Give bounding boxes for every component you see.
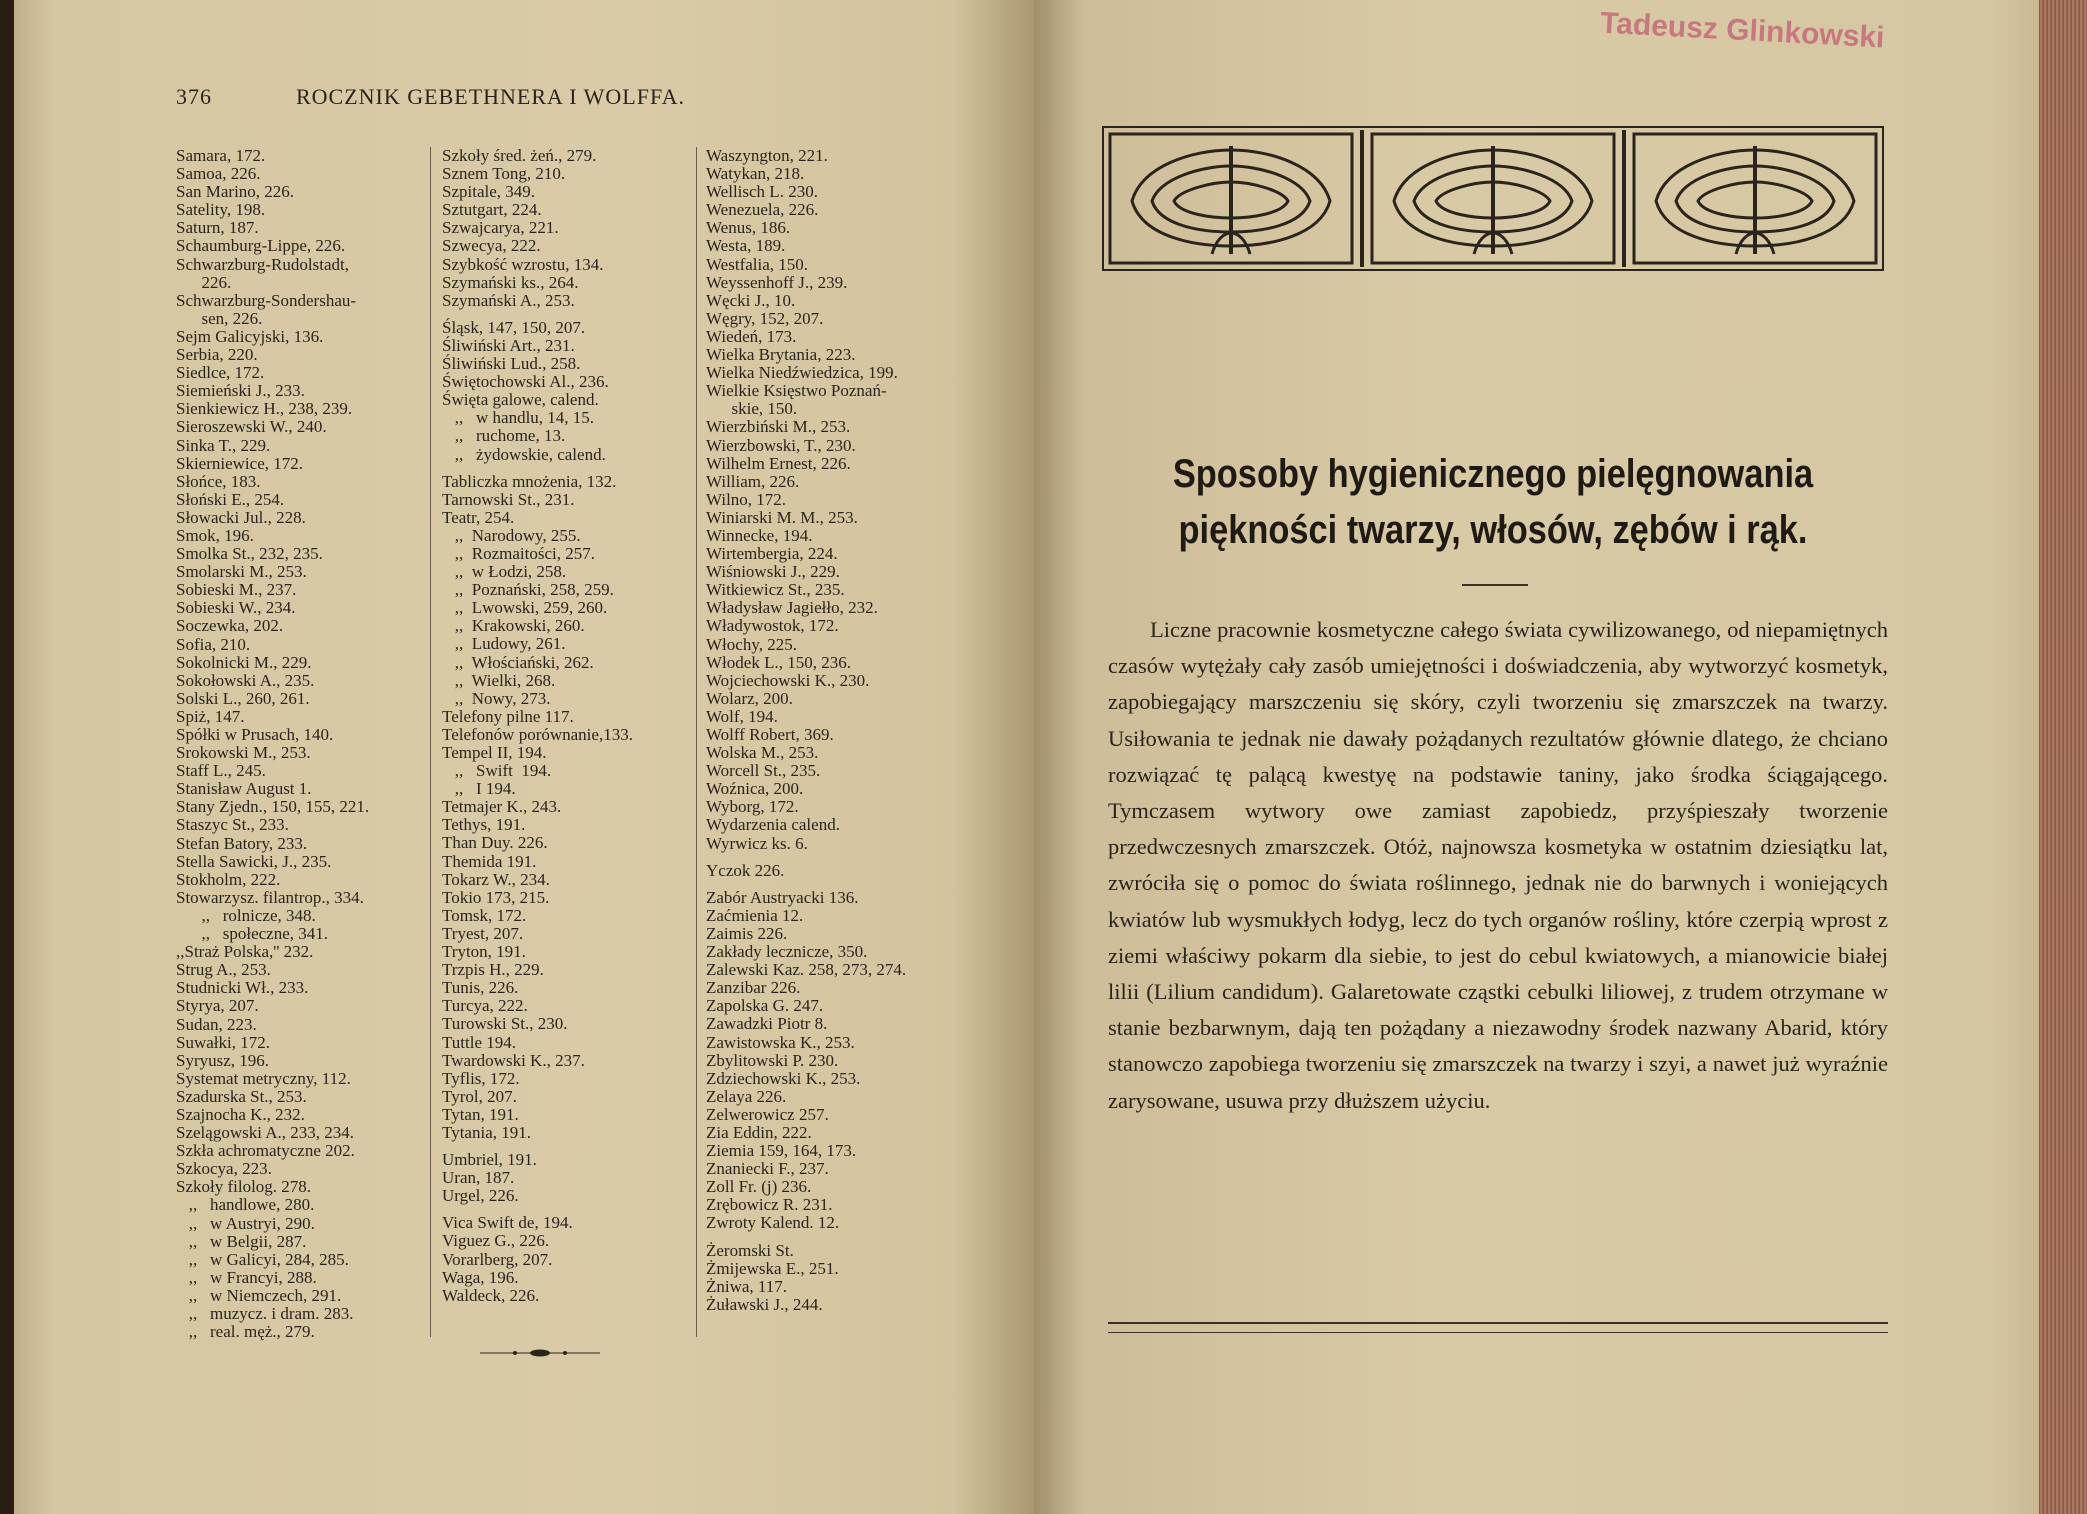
index-entry: Schwarzburg-Rudolstadt, [176,254,349,274]
index-entry: Waszyngton, 221. [706,146,828,165]
index-entry: Stanisław August 1. [176,779,312,799]
index-entry: ,, w Galicyi, 284, 285. [176,1249,349,1269]
index-entry: Zabór Austryacki 136. [706,887,859,907]
index-entry: Sobieski M., 237. [176,580,297,600]
book-binding-edge [0,0,14,1514]
index-entry: Wojciechowski K., 230. [706,670,870,690]
index-entry: Spiż, 147. [176,706,245,726]
index-entry: Siemieński J., 233. [176,381,305,401]
index-entry: Wyborg, 172. [706,797,799,817]
index-entry: ,, w Belgii, 287. [176,1231,307,1251]
index-entry: ,, Krakowski, 260. [442,616,585,636]
index-entry: ,, społeczne, 341. [176,924,329,944]
article-title [1157,446,1830,558]
index-entry: Urgel, 226. [442,1186,519,1206]
index-entry: Włochy, 225. [706,634,797,654]
index-entry: Wielka Brytania, 223. [706,345,856,365]
index-entry: Staszyc St., 233. [176,815,289,835]
index-entry: Samara, 172. [176,146,266,165]
index-entry: Szymański ks., 264. [442,272,579,292]
index-entry: Żniwa, 117. [706,1276,788,1296]
index-entry: Teatr, 254. [442,507,515,527]
index-entry: Tarnowski St., 231. [442,489,575,509]
index-entry: Zaćmienia 12. [706,905,804,925]
index-entry: Vorarlberg, 207. [442,1249,553,1269]
index-entry: ,, handlowe, 280. [176,1195,315,1215]
index-entry: Sokolnicki M., 229. [176,652,312,672]
index-entry: Systemat metryczny, 112. [176,1068,351,1088]
index-entry: Smolka St., 232, 235. [176,544,323,564]
index-entry: Weyssenhoff J., 239. [706,272,848,292]
index-entry: Tetmajer K., 243. [442,797,562,817]
index-entry: Sofia, 210. [176,634,251,654]
index-entry: Satelity, 198. [176,200,266,220]
index-entry: Wierzbowski, T., 230. [706,435,856,455]
index-entry: ,, Swift 194. [442,761,552,781]
index-entry: Sieroszewski W., 240. [176,417,327,437]
index-entry: Strug A., 253. [176,960,271,980]
index-entry: Zelwerowicz 257. [706,1104,829,1124]
index-entry: Skierniewice, 172. [176,453,303,473]
index-entry: Tethys, 191. [442,815,526,835]
index-entry: Zanzibar 226. [706,978,801,998]
index-entry: Watykan, 218. [706,164,805,184]
index-entry: Syryusz, 196. [176,1050,270,1070]
running-head [176,84,876,110]
index-entry: Tuttle 194. [442,1032,517,1052]
index-entry: Tokarz W., 234. [442,869,550,889]
index-entry: Telefony pilne 117. [442,706,574,726]
index-entry: Stefan Batory, 233. [176,833,308,853]
title-line-2: piękności twarzy, włosów, zębów i rąk. [1178,508,1808,552]
index-entry: Wilno, 172. [706,489,787,509]
index-entry: Stella Sawicki, J., 235. [176,851,332,871]
page-block-edge [2039,0,2087,1514]
index-entry: Szkoły śred. żeń., 279. [442,146,597,165]
index-entry: Twardowski K., 237. [442,1050,585,1070]
index-entry: Śląsk, 147, 150, 207. [442,317,586,337]
index-entry: Wydarzenia calend. [706,815,840,835]
owner-stamp: Tadeusz Glinkowski [1599,6,1886,55]
index-entry: Zawistowska K., 253. [706,1032,855,1052]
index-entry: 226. [176,272,232,292]
index-entry: San Marino, 226. [176,182,295,202]
index-entry: Wierzbiński M., 253. [706,417,851,437]
bottom-rule [1108,1332,1888,1333]
index-entry: Szwajcarya, 221. [442,218,559,238]
index-entry: Spółki w Prusach, 140. [176,725,334,744]
index-entry: Szkła achromatyczne 202. [176,1141,355,1161]
index-entry: Tabliczka mnożenia, 132. [442,471,617,491]
index-entry: Znaniecki F., 237. [706,1159,829,1179]
index-entry: Serbia, 220. [176,345,258,365]
index-entry: Szajnocha K., 232. [176,1104,305,1124]
index-entry: Wyrwicz ks. 6. [706,833,808,853]
index-entry: Szybkość wzrostu, 134. [442,254,604,274]
index-entry: Szymański A., 253. [442,290,575,310]
index-entry: Zalewski Kaz. 258, 273, 274. [706,960,907,980]
index-entry: Słońce, 183. [176,471,261,491]
index-entry: ,, rolnicze, 348. [176,905,316,925]
index-entry: ,, Poznański, 258, 259. [442,580,614,600]
index-entry: Stowarzysz. filantrop., 334. [176,887,364,907]
index-entry: Smok, 196. [176,525,254,545]
index-entry: Świętochowski Al., 236. [442,372,609,392]
index-entry: ,, w handlu, 14, 15. [442,408,595,428]
index-entry: Tytan, 191. [442,1104,519,1124]
index-entry: Ziemia 159, 164, 173. [706,1141,857,1161]
index-entry: Stany Zjedn., 150, 155, 221. [176,797,370,817]
index-entry: Wenezuela, 226. [706,200,819,220]
index-entry: Tunis, 226. [442,978,519,998]
index-entry: ,, I 194. [442,779,516,799]
index-entry: Winnecke, 194. [706,525,813,545]
index-entry: ,, Wielki, 268. [442,670,556,690]
index-entry: Szelągowski A., 233, 234. [176,1123,355,1143]
index-entry: Święta galowe, calend. [442,390,599,410]
index-entry: Suwałki, 172. [176,1032,270,1052]
index-entry: ,, w Austryi, 290. [176,1213,315,1233]
index-entry: Sejm Galicyjski, 136. [176,326,324,346]
index-entry: Zaimis 226. [706,923,788,943]
index-entry: Sobieski W., 234. [176,598,296,618]
index-entry: Żuławski J., 244. [706,1294,823,1314]
index-entry: Wiśniowski J., 229. [706,562,840,582]
index-entry: Sudan, 223. [176,1014,257,1034]
index-entry: sen, 226. [176,308,263,328]
index-entry: Śliwiński Lud., 258. [442,354,581,374]
index-entry: Telefonów porównanie,133. [442,724,633,744]
index-entry: Wiedeń, 173. [706,326,797,346]
index-entry: Siedlce, 172. [176,363,265,383]
index-entry: Westa, 189. [706,236,786,256]
index-entry: Tempel II, 194. [442,743,547,762]
column-divider [696,147,697,1337]
index-entry: Turowski St., 230. [442,1014,568,1034]
index-entry: Wellisch L. 230. [706,182,818,202]
index-entry: Słoński E., 254. [176,489,285,509]
index-entry: ,, Nowy, 273. [442,688,551,708]
index-entry: Wielka Niedźwiedzica, 199. [706,363,898,383]
index-entry: Uran, 187. [442,1168,515,1188]
index-entry: Zelaya 226. [706,1086,787,1106]
index-entry: Solski L., 260, 261. [176,688,310,708]
index-entry: ,, muzycz. i dram. 283. [176,1304,354,1323]
index-entry: Waga, 196. [442,1267,519,1287]
index-entry: Tryest, 207. [442,923,524,943]
index-entry: Wielkie Księstwo Poznań- [706,381,887,401]
index-entry: Saturn, 187. [176,218,259,238]
index-entry: Sienkiewicz H., 238, 239. [176,399,353,419]
index-entry: ,,Straż Polska,'' 232. [176,942,314,962]
index-entry: ,, Lwowski, 259, 260. [442,598,608,618]
index-entry: Waldeck, 226. [442,1285,540,1305]
index-entry: Witkiewicz St., 235. [706,580,845,600]
index-entry: Zoll Fr. (j) 236. [706,1177,812,1197]
index-column-3 [706,147,996,1314]
index-entry: Studnicki Wł., 233. [176,978,309,998]
index-entry: ,, ruchome, 13. [442,426,566,446]
article-body: Liczne pracownie kosmetyczne całego świata cywilizowanego, od niepamiętnych czasów wytężały cały zasób umiejętności i doświadczenia, aby wytworzyć kosmetyk, zapobiegający marszczeniu się skóry, czyli tworzeniu się zmarszczek na twarzy. Usiłowania te jednak nie dawały pożądanych rezultatów głównie dlatego, że chciano rozwiązać tę palącą kwestyę na podstawie taniny, jako środka ściągającego. Tymczasem wytwory owe zamiast zapobiedz, przyśpieszały tworzenie przedwczesnych zmarszczek. Otóż, najnowsza kosmetyka w ostatnim dziesiątku lat, zwróciła się o pomoc do świata roślinnego, jednak nie do barwnych i woniejących kwiatów lub wysmukłych łodyg, lecz do tych organów rośliny, które czerpią wprost z ziemi właściwy pokarm dla siebie, to jest do cebul kwiatowych, a mianowicie białej lilii (Lilium candidum). Galaretowate cząstki cebulki liliowej, z trudem otrzymane w stanie bezbarwnym, dają ten pożądany a niezawodny środek nazwany Abarid, który stanowczo zapobiega tworzeniu się zmarszczek na twarzy i szyi, a nawet już wyraźnie zarysowane, usuwa przy dłuższem użyciu. [1108,617,1888,1113]
index-entry: Śliwiński Art., 231. [442,335,575,355]
index-entry: Tyflis, 172. [442,1068,520,1088]
index-entry: ,, real. męż., 279. [176,1322,315,1342]
index-entry: Węcki J., 10. [706,290,796,310]
index-entry: skie, 150. [706,399,798,419]
index-entry: Smolarski M., 253. [176,562,307,582]
index-entry: ,, Narodowy, 255. [442,525,581,545]
index-entry: Worcell St., 235. [706,761,821,781]
index-entry: Yczok 226. [706,860,785,880]
index-entry: Sinka T., 229. [176,435,271,455]
index-entry: Wirtembergia, 224. [706,544,838,564]
index-entry: Wenus, 186. [706,218,791,238]
index-entry: ,, w Łodzi, 258. [442,562,567,582]
title-divider [1462,584,1528,586]
index-entry: Szpitale, 349. [442,182,536,202]
index-entry: Zwroty Kalend. 12. [706,1213,840,1233]
bottom-rule [1108,1322,1888,1324]
index-entry: Zawadzki Piotr 8. [706,1014,828,1034]
index-column-2 [442,147,712,1305]
index-entry: Sztutgart, 224. [442,200,542,220]
index-entry: Słowacki Jul., 228. [176,507,306,527]
index-entry: Zapolska G. 247. [706,996,824,1016]
index-entry: Żeromski St. [706,1240,794,1260]
index-entry: Winiarski M. M., 253. [706,507,858,527]
index-entry: Staff L., 245. [176,761,266,781]
index-entry: ,, żydowskie, calend. [442,444,606,464]
index-entry: Viguez G., 226. [442,1231,550,1251]
index-entry: Vica Swift de, 194. [442,1213,573,1233]
index-entry: ,, Włościański, 262. [442,652,594,672]
index-entry: Tomsk, 172. [442,905,527,925]
index-entry: Umbriel, 191. [442,1150,537,1170]
index-column-1 [176,147,436,1341]
index-entry: ,, Rozmaitości, 257. [442,543,595,563]
index-entry: Schwarzburg-Sondershau- [176,290,357,310]
index-entry: ,, w Niemczech, 291. [176,1285,342,1305]
index-entry: Tryton, 191. [442,942,526,962]
index-entry: Zbylitowski P. 230. [706,1050,839,1070]
index-entry: Zakłady lecznicze, 350. [706,942,868,962]
index-entry: Than Duy. 226. [442,833,548,853]
index-entry: Wolska M., 253. [706,743,819,763]
index-entry: Wolff Robert, 369. [706,725,834,744]
end-ornament [480,1348,600,1358]
index-entry: Władysław Jagiełło, 232. [706,598,878,618]
index-entry: Zia Eddin, 222. [706,1122,812,1142]
title-line-1: Sposoby hygienicznego pielęgnowania [1172,452,1814,496]
index-entry: Srokowski M., 253. [176,743,311,763]
decorative-banner [1102,126,1884,271]
index-entry: Trzpis H., 229. [442,960,544,980]
index-entry: William, 226. [706,471,800,491]
index-entry: Włodek L., 150, 236. [706,652,851,672]
index-entry: Tytania, 191. [442,1122,531,1142]
index-entry: Szkoły filolog. 278. [176,1177,312,1197]
index-entry: Soczewka, 202. [176,616,284,636]
index-entry: Styrya, 207. [176,996,259,1016]
index-entry: Woźnica, 200. [706,779,804,799]
index-entry: Schaumburg-Lippe, 226. [176,236,346,256]
index-entry: Władywostok, 172. [706,616,839,636]
page-number: 376 [176,84,212,109]
index-entry: Turcya, 222. [442,996,528,1016]
index-entry: Żmijewska E., 251. [706,1258,839,1278]
index-entry: Wilhelm Ernest, 226. [706,453,851,473]
column-divider [430,147,431,1337]
index-entry: Szkocya, 223. [176,1159,272,1179]
index-entry: ,, w Francyi, 288. [176,1267,317,1287]
index-entry: Sznem Tong, 210. [442,164,566,184]
index-entry: Szadurska St., 253. [176,1086,307,1106]
index-entry: Samoa, 226. [176,164,261,184]
index-entry: Westfalia, 150. [706,254,809,274]
index-entry: ,, Ludowy, 261. [442,634,566,654]
index-entry: Sokołowski A., 235. [176,670,315,690]
index-entry: Węgry, 152, 207. [706,308,824,328]
index-entry: Wolarz, 200. [706,688,793,708]
index-entry: Tokio 173, 215. [442,887,550,907]
index-entry: Wolf, 194. [706,706,778,726]
index-entry: Tyrol, 207. [442,1086,517,1106]
index-entry: Stokholm, 222. [176,869,281,889]
index-entry: Themida 191. [442,851,537,871]
index-entry: Szwecya, 222. [442,236,541,256]
index-entry: Zrębowicz R. 231. [706,1195,833,1215]
running-head-title: ROCZNIK GEBETHNERA I WOLFFA. [296,84,685,109]
index-entry: Zdziechowski K., 253. [706,1068,861,1088]
